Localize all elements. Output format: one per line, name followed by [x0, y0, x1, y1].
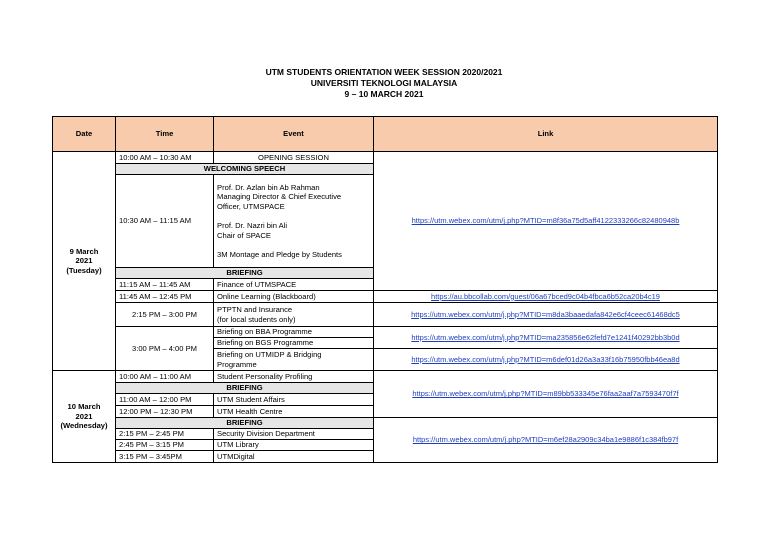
event-cell-speakers — [214, 175, 374, 268]
section-briefing: BRIEFING — [116, 383, 374, 394]
time-cell: 2:15 PM – 2:45 PM — [116, 429, 214, 440]
event-cell: Finance of UTMSPACE — [214, 279, 374, 291]
time-cell: 10:00 AM – 10:30 AM — [116, 152, 214, 164]
section-welcoming-speech: WELCOMING SPEECH — [116, 164, 374, 175]
event-cell: UTM Student Affairs — [214, 394, 374, 406]
table-row — [53, 327, 718, 338]
webex-link-ptptn[interactable]: https://utm.webex.com/utm/j.php?MTID=m8da3baaedafa842e6cf4ceec61468dc5 — [374, 303, 718, 327]
event-cell: Online Learning (Blackboard) — [214, 291, 374, 303]
table-row — [53, 152, 718, 164]
bbcollab-link[interactable]: https://au.bbcollab.com/guest/06a67bced9c04b4fbca6b52ca20b4c19 — [374, 291, 718, 303]
doc-title-line-2: UNIVERSITI TEKNOLOGI MALAYSIA — [310, 78, 458, 88]
event-cell — [214, 303, 374, 327]
time-cell: 11:00 AM – 12:00 PM — [116, 394, 214, 406]
event-cell: Security Division Department — [214, 429, 374, 440]
time-cell: 11:45 AM – 12:45 PM — [116, 291, 214, 303]
time-cell: 10:30 AM – 11:15 AM — [116, 175, 214, 268]
date-day1-line2: 2021 — [75, 256, 93, 266]
section-briefing: BRIEFING — [116, 268, 374, 279]
speaker-1-name: Prof. Dr. Azlan bin Ab Rahman — [217, 182, 320, 192]
date-day2-line2: 2021 — [75, 411, 93, 421]
table-row — [53, 303, 718, 327]
event-cell: UTM Library — [214, 440, 374, 451]
time-cell: 3:15 PM – 3:45PM — [116, 451, 214, 463]
webex-link-day1-morning[interactable]: https://utm.webex.com/utm/j.php?MTID=m8f36a75d5aff4122333266c82480948b — [374, 152, 718, 291]
section-briefing: BRIEFING — [116, 418, 374, 429]
speaker-2-name: Prof. Dr. Nazri bin Ali — [217, 221, 288, 230]
speaker-1-title-2: Officer, UTMSPACE — [217, 201, 285, 211]
webex-link-bba-bgs[interactable]: https://utm.webex.com/utm/j.php?MTID=ma235856e62fefd7e1241f40292bb3b0d — [374, 327, 718, 349]
date-day1-line3: (Tuesday) — [66, 265, 102, 275]
date-cell-day1 — [53, 152, 116, 371]
event-cell: OPENING SESSION — [214, 152, 374, 164]
event-cell: UTM Health Centre — [214, 406, 374, 418]
time-cell: 10:00 AM – 11:00 AM — [116, 371, 214, 383]
date-cell-day2 — [53, 371, 116, 463]
table-header-row — [53, 117, 718, 152]
event-cell: UTMDigital — [214, 451, 374, 463]
date-day2-line3: (Wednesday) — [60, 421, 108, 431]
speaker-1-title: Managing Director & Chief Executive — [217, 192, 342, 201]
header-link: Link — [374, 117, 718, 152]
header-event: Event — [214, 117, 374, 152]
event-cell — [214, 349, 374, 371]
time-cell: 11:15 AM – 11:45 AM — [116, 279, 214, 291]
event-ptptn: PTPTN and Insurance — [217, 305, 293, 314]
event-ptptn-note: (for local students only) — [217, 314, 296, 324]
doc-title-line-3: 9 – 10 MARCH 2021 — [344, 89, 424, 99]
event-cell: Student Personality Profiling — [214, 371, 374, 383]
event-utmidp: Briefing on UTMIDP & Bridging — [217, 350, 322, 359]
time-cell: 12:00 PM – 12:30 PM — [116, 406, 214, 418]
webex-link-day2-morning[interactable]: https://utm.webex.com/utm/j.php?MTID=m89bb533345e76faa2aaf7a7593470f7f — [374, 371, 718, 418]
table-row — [53, 371, 718, 383]
event-utmidp-2: Programme — [217, 359, 257, 369]
time-cell: 2:15 PM – 3:00 PM — [116, 303, 214, 327]
event-cell: Briefing on BGS Programme — [214, 338, 374, 349]
speaker-2-title: Chair of SPACE — [217, 230, 271, 240]
webex-link-day2-afternoon[interactable]: https://utm.webex.com/utm/j.php?MTID=m6ef28a2909c34ba1e9886f1c384fb97f — [374, 418, 718, 463]
event-cell: Briefing on BBA Programme — [214, 327, 374, 338]
doc-title-line-1: UTM STUDENTS ORIENTATION WEEK SESSION 2020/2021 — [265, 67, 503, 77]
table-row — [53, 418, 718, 429]
montage-item: 3M Montage and Pledge by Students — [217, 250, 342, 259]
header-time: Time — [116, 117, 214, 152]
time-cell: 3:00 PM – 4:00 PM — [116, 327, 214, 371]
date-day2-line1: 10 March — [67, 402, 101, 412]
time-cell: 2:45 PM – 3:15 PM — [116, 440, 214, 451]
header-date: Date — [53, 117, 116, 152]
schedule-table — [52, 116, 718, 463]
date-day1-line1: 9 March — [69, 246, 99, 256]
webex-link-utmidp[interactable]: https://utm.webex.com/utm/j.php?MTID=m6def01d26a3a33f16b75950fbb46ea8d — [374, 349, 718, 371]
table-row — [53, 291, 718, 303]
